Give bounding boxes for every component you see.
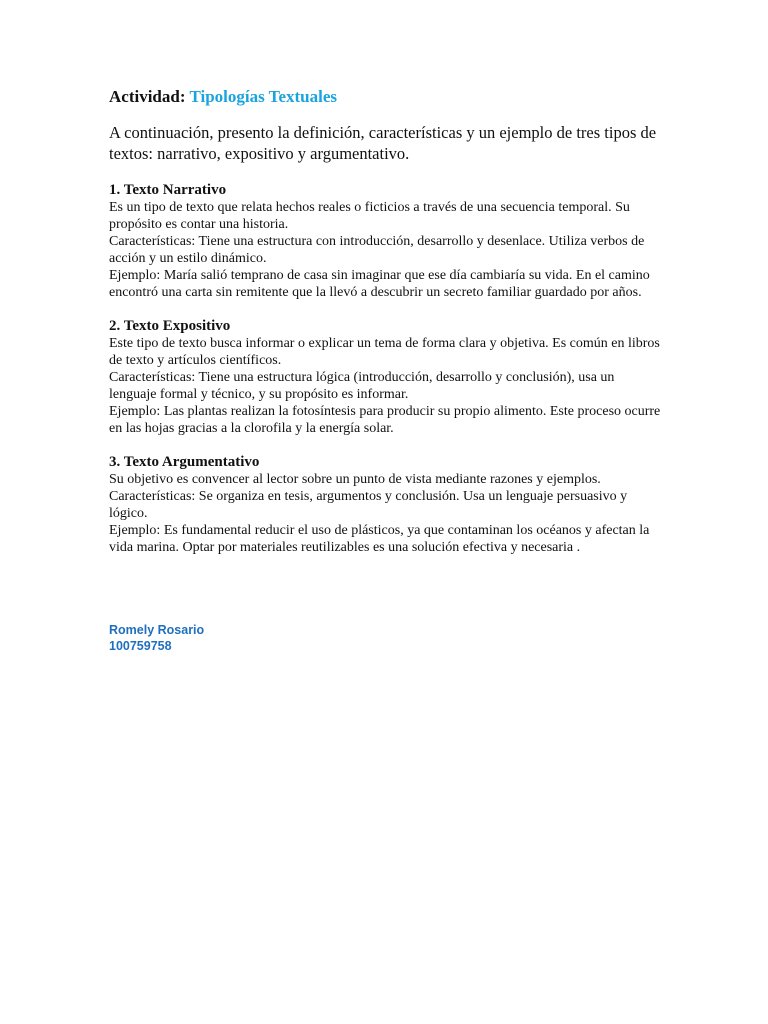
section-expositivo [109,318,665,437]
section-characteristics: Características: Tiene una estructura lógica (introducción, desarrollo y conclusión), usa un lenguaje formal y técnico, y su propósito es informar. [109,370,615,402]
section-example: Ejemplo: María salió temprano de casa sin imaginar que ese día cambiaría su vida. En el camino encontró una carta sin remitente que la llevó a descubrir un secreto familiar guardado por años. [109,268,650,300]
section-example: Ejemplo: Las plantas realizan la fotosíntesis para producir su propio alimento. Este proceso ocurre en las hojas gracias a la clorofila y la energía solar. [109,404,661,436]
document-title [109,86,665,108]
section-definition: Su objetivo es convencer al lector sobre un punto de vista mediante razones y ejemplos. [109,472,601,487]
section-argumentativo [109,454,665,556]
section-heading: 2. Texto Expositivo [109,318,231,334]
title-label: Actividad: [109,87,186,106]
section-characteristics: Características: Se organiza en tesis, argumentos y conclusión. Usa un lenguaje persuasivo y lógico. [109,489,628,521]
author-signature [109,622,204,654]
section-heading: 1. Texto Narrativo [109,182,227,198]
title-topic: Tipologías Textuales [189,87,337,106]
author-id: 100759758 [109,639,172,653]
section-example: Ejemplo: Es fundamental reducir el uso de plásticos, ya que contaminan los océanos y afectan la vida marina. Optar por materiales reutilizables es una solución efectiva y necesaria . [109,523,650,555]
section-definition: Este tipo de texto busca informar o explicar un tema de forma clara y objetiva. Es común en libros de texto y artículos científicos. [109,336,660,368]
section-definition: Es un tipo de texto que relata hechos reales o ficticios a través de una secuencia temporal. Su propósito es contar una historia. [109,200,630,232]
section-heading: 3. Texto Argumentativo [109,454,260,470]
section-characteristics: Características: Tiene una estructura con introducción, desarrollo y desenlace. Utiliza verbos de acción y un estilo dinámico. [109,234,645,266]
document-body [109,86,665,556]
author-name: Romely Rosario [109,623,205,637]
intro-paragraph: A continuación, presento la definición, características y un ejemplo de tres tipos de textos: narrativo, expositivo y argumentativo. [109,123,657,163]
section-narrativo [109,182,665,301]
